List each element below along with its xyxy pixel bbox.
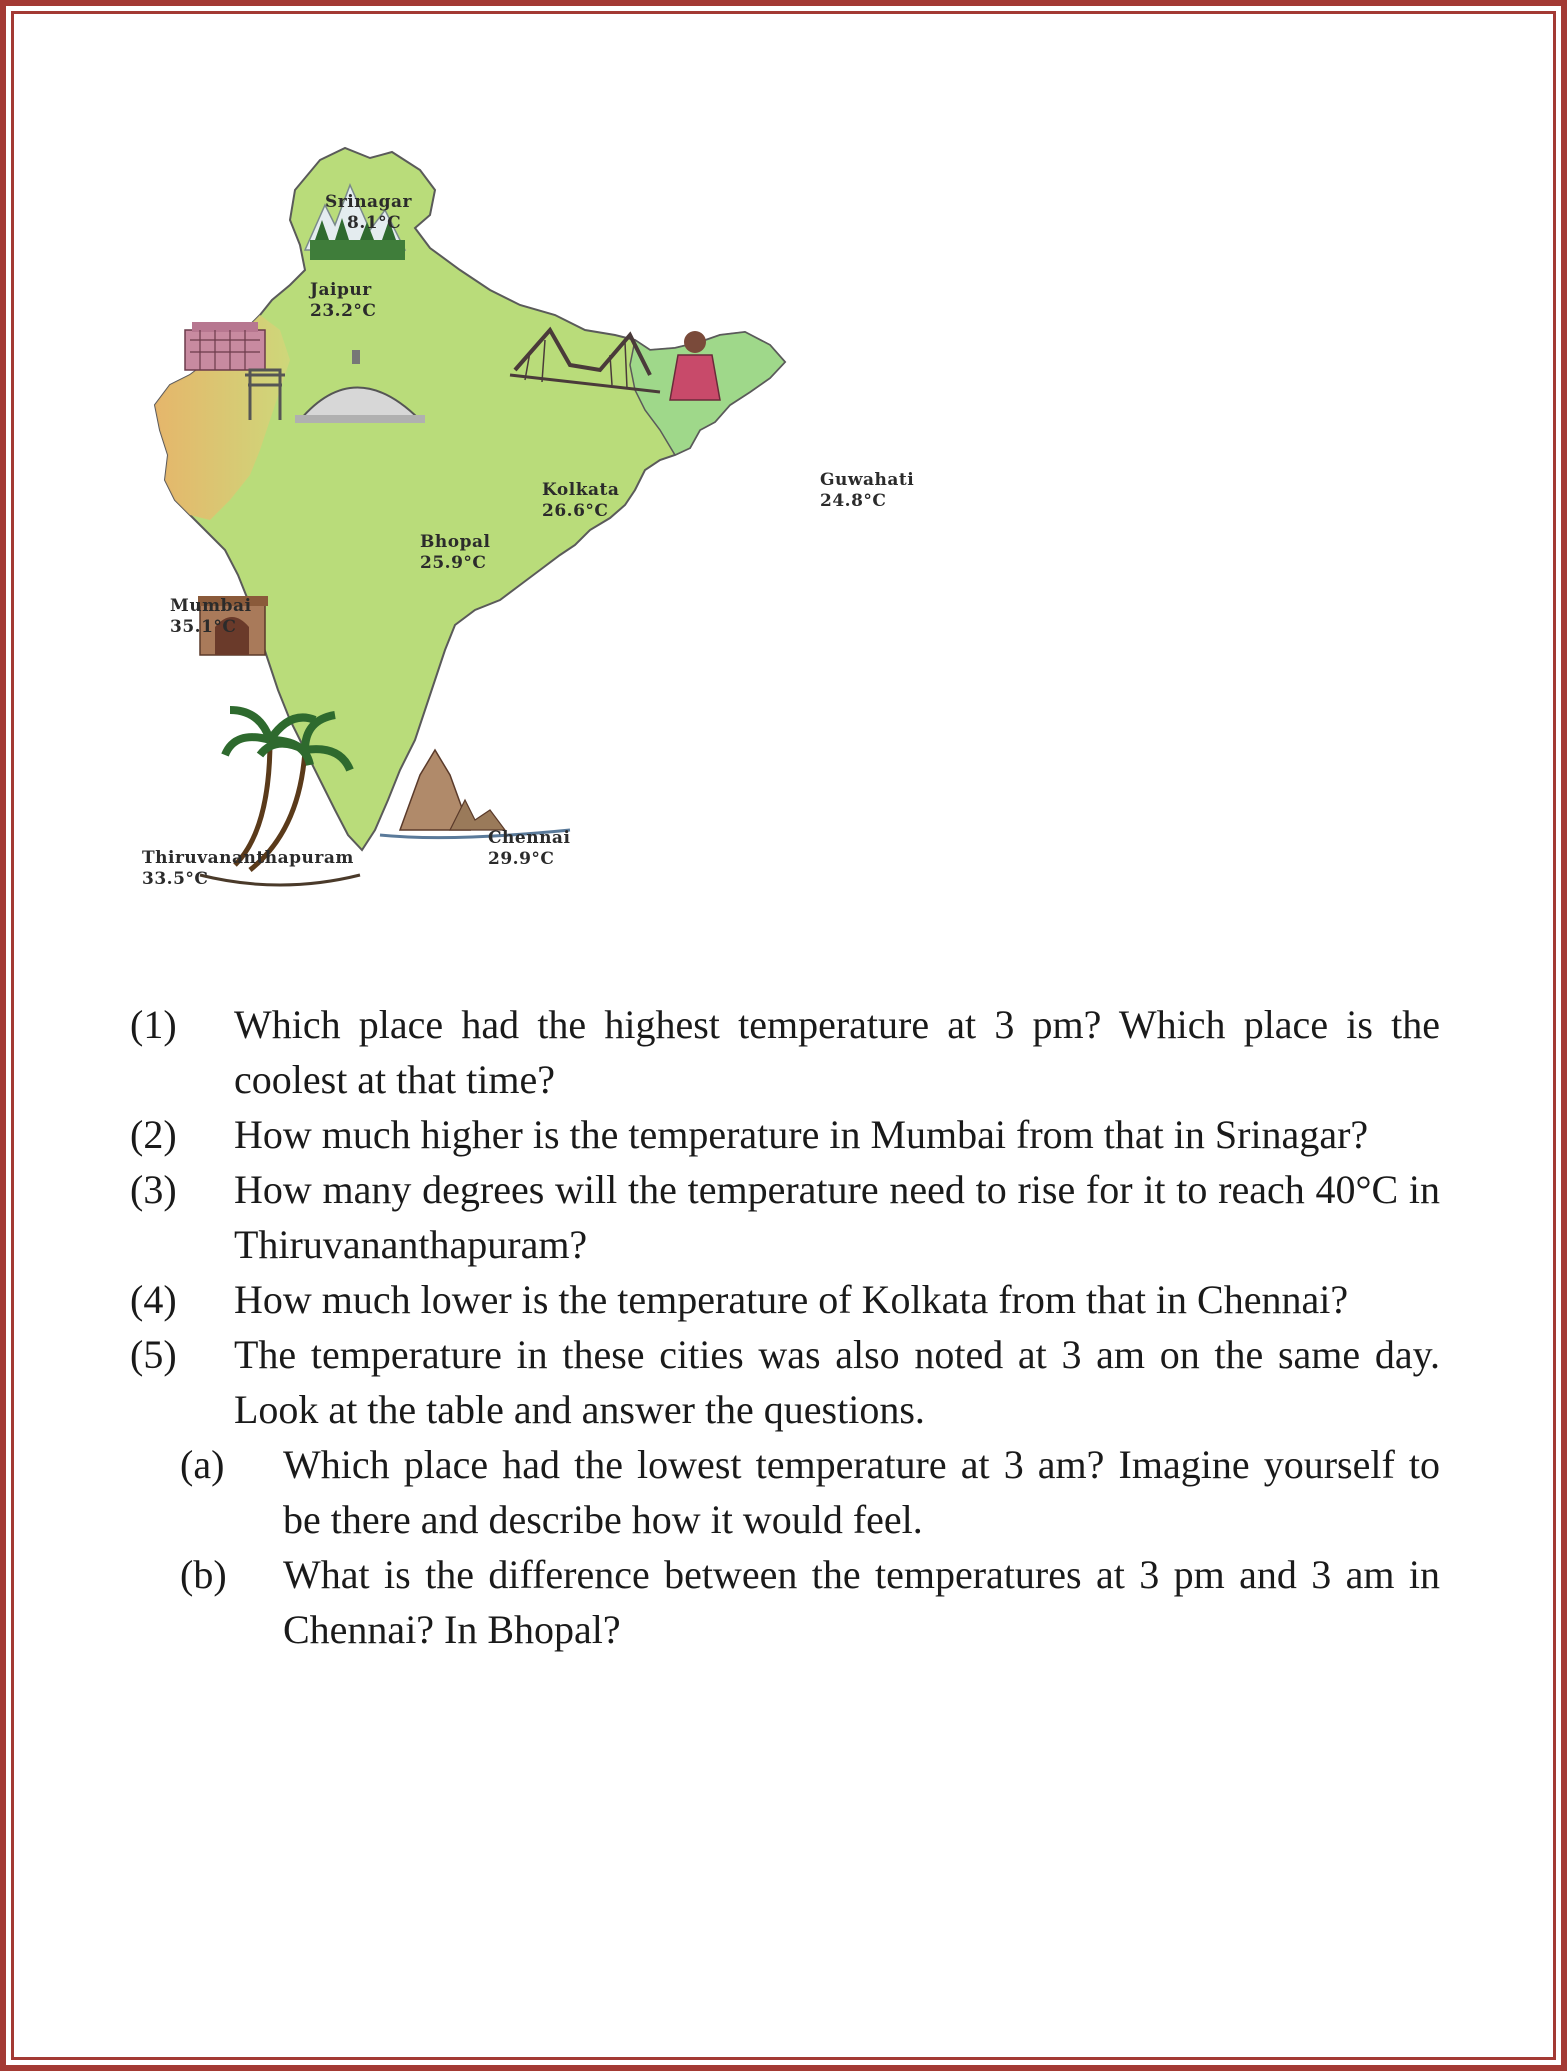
question-number: (1) — [130, 1002, 177, 1047]
city-name: Jaipur — [310, 280, 372, 300]
city-name: Mumbai — [170, 596, 252, 616]
palace-icon — [185, 322, 265, 370]
city-temp: 25.9°C — [420, 553, 487, 573]
question-number: (2) — [130, 1112, 177, 1157]
city-name: Guwahati — [820, 470, 915, 490]
subquestion-number: (b) — [180, 1552, 227, 1597]
subquestion-item — [180, 1547, 1440, 1657]
city-label-guwahati — [820, 470, 914, 512]
temple-icon — [380, 750, 570, 838]
city-temp: 29.9°C — [488, 849, 555, 869]
subquestion-item — [180, 1437, 1440, 1547]
city-temp: 26.6°C — [542, 501, 609, 521]
subquestion-number: (a) — [180, 1442, 225, 1487]
subquestion-text: Which place had the lowest temperature at 3 am? Imagine yourself to be there and describe how it would feel. — [283, 1442, 1440, 1542]
city-temp: 23.2°C — [310, 301, 377, 321]
question-number: (4) — [130, 1277, 177, 1322]
question-text: The temperature in these cities was also noted at 3 am on the same day. Look at the table and answer the questions. — [234, 1332, 1440, 1432]
city-temp: 33.5°C — [142, 869, 209, 889]
india-landmass — [155, 148, 785, 850]
question-item — [130, 997, 1440, 1107]
question-list — [130, 997, 1440, 1657]
city-temp: 24.8°C — [820, 491, 887, 511]
question-item — [130, 1107, 1440, 1162]
city-name: Srinagar — [325, 192, 412, 212]
city-name: Thiruvananthapuram — [142, 848, 354, 868]
city-label-srinagar — [325, 192, 412, 234]
city-label-thiruvananthapuram — [142, 848, 354, 890]
subquestion-text: What is the difference between the temperatures at 3 pm and 3 am in Chennai? In Bhopal? — [283, 1552, 1440, 1652]
city-name: Chennai — [488, 828, 571, 848]
question-text: Which place had the highest temperature at 3 pm? Which place is the coolest at that time? — [234, 1002, 1440, 1102]
question-number: (3) — [130, 1167, 177, 1212]
question-item — [130, 1272, 1440, 1327]
question-item — [130, 1162, 1440, 1272]
india-temperature-map — [130, 130, 930, 990]
city-name: Kolkata — [542, 480, 620, 500]
city-name: Bhopal — [420, 532, 491, 552]
question-text: How much higher is the temperature in Mumbai from that in Srinagar? — [234, 1112, 1369, 1157]
city-label-kolkata — [542, 480, 619, 522]
city-label-chennai — [488, 828, 570, 870]
question-text: How many degrees will the temperature need to rise for it to reach 40°C in Thiruvananthapuram? — [234, 1167, 1440, 1267]
question-number: (5) — [130, 1332, 177, 1377]
city-label-jaipur — [310, 280, 376, 322]
city-label-mumbai — [170, 596, 252, 638]
city-label-bhopal — [420, 532, 490, 574]
question-item — [130, 1327, 1440, 1437]
city-temp: 8.1°C — [347, 213, 402, 233]
city-temp: 35.1°C — [170, 617, 237, 637]
question-text: How much lower is the temperature of Kolkata from that in Chennai? — [234, 1277, 1349, 1322]
